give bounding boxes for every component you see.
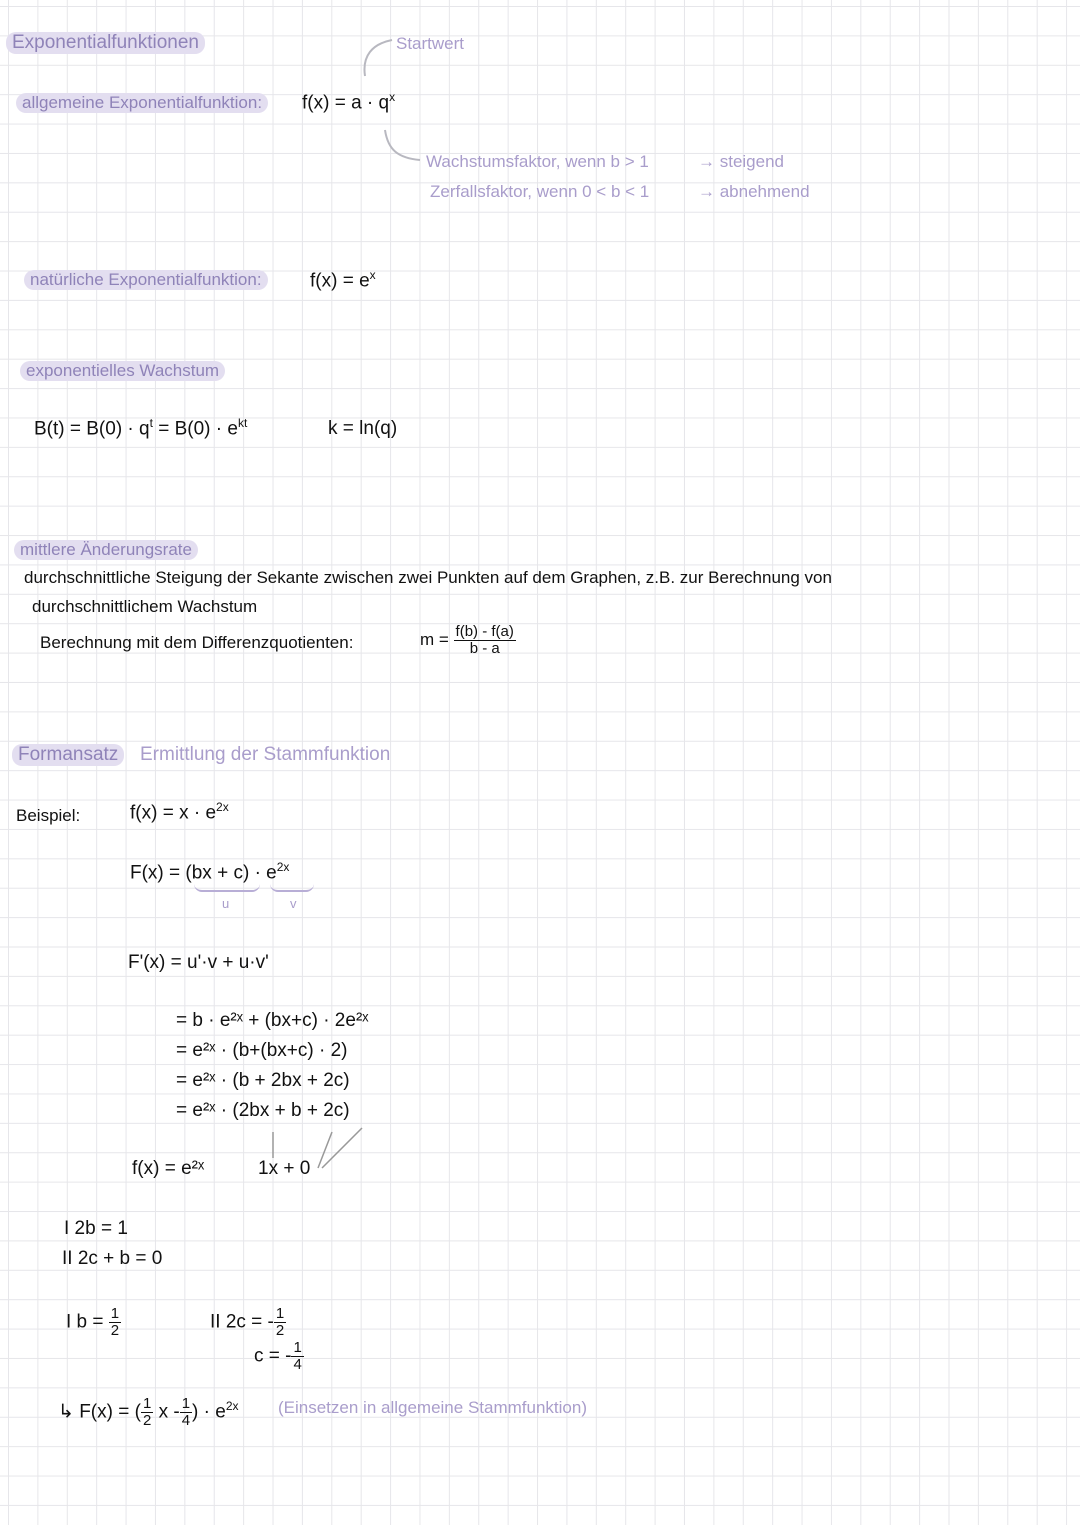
solution-b: I b = $\frac{1}{2}$ xyxy=(66,1305,120,1339)
growth-result: → steigend xyxy=(698,152,784,171)
compare-f: f(x) = e²ˣ xyxy=(132,1158,205,1179)
compare-coeffs: 1x + 0 xyxy=(258,1158,311,1179)
v-label: v xyxy=(290,896,297,911)
rate-line1: durchschnittliche Steigung der Sekante zwischen zwei Punkten auf dem Graphen, z.B. zur Berechnung von xyxy=(24,568,832,587)
rate-calc: Berechnung mit dem Differenzquotienten: xyxy=(40,633,354,652)
general-formula: $f(x) = a \cdot q^x$ xyxy=(302,90,396,114)
example-f: $f(x) = x \cdot e^{2x}$ xyxy=(130,800,229,824)
rate-label: mittlere Änderungsrate xyxy=(14,540,198,560)
k-formula: k = ln(q) xyxy=(328,418,398,439)
decay-annotation: Zerfallsfaktor, wenn 0 < b < 1 xyxy=(430,182,650,201)
step-1: = b · e²ˣ + (bx+c) · 2e²ˣ xyxy=(176,1010,369,1031)
equation-2: II 2c + b = 0 xyxy=(62,1248,163,1269)
beispiel-label: Beispiel: xyxy=(16,806,81,825)
growth-annotation: Wachstumsfaktor, wenn b > 1 xyxy=(426,152,649,171)
page-title: Exponentialfunktionen xyxy=(6,32,205,54)
final-note: (Einsetzen in allgemeine Stammfunktion) xyxy=(278,1398,587,1417)
ansatz-subtitle: Ermittlung der Stammfunktion xyxy=(140,744,391,765)
step-4: = e²ˣ · (2bx + b + 2c) xyxy=(176,1100,350,1121)
step-2: = e²ˣ · (b+(bx+c) · 2) xyxy=(176,1040,348,1061)
example-F: $F(x) = (bx + c) \cdot e^{2x}$ xyxy=(130,860,290,884)
solution-c: c = - $\frac{1}{4}$ xyxy=(254,1339,302,1373)
decay-result: → abnehmend xyxy=(698,182,810,201)
product-rule: F'(x) = u'·v + u·v' xyxy=(128,952,269,973)
rate-line2: durchschnittlichem Wachstum xyxy=(32,597,258,616)
step-3: = e²ˣ · (b + 2bx + 2c) xyxy=(176,1070,350,1091)
startwert-annotation: Startwert xyxy=(396,34,465,53)
growth-formula: $B(t) = B(0) \cdot q^t = B(0) \cdot e^{kt}$ xyxy=(34,416,248,440)
growth-section-label: exponentielles Wachstum xyxy=(20,361,225,381)
general-label: allgemeine Exponentialfunktion: xyxy=(16,93,268,113)
equation-1: I 2b = 1 xyxy=(64,1218,128,1239)
natural-label: natürliche Exponentialfunktion: xyxy=(24,270,268,290)
u-label: u xyxy=(222,896,230,911)
solution-2c: II 2c = - $\frac{1}{2}$ xyxy=(210,1305,285,1339)
difference-quotient: m = $\frac{f(b) - f(a)}{b - a}$ xyxy=(420,623,514,657)
natural-formula: $f(x) = e^x$ xyxy=(310,268,376,292)
ansatz-label: Formansatz xyxy=(12,744,124,766)
final-F: ↳ F(x) = ( $\frac{1}{2}$ x - $\frac{1}{4}$ ) · $e^{2x}$ xyxy=(58,1395,239,1429)
